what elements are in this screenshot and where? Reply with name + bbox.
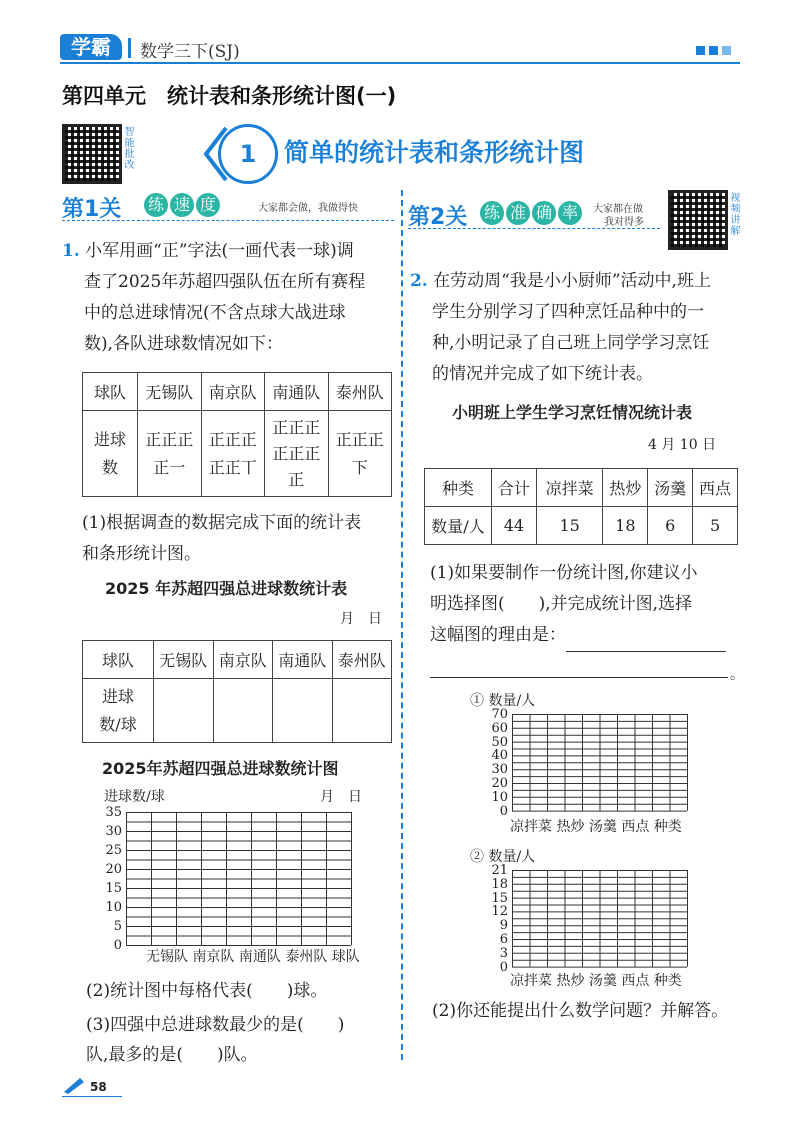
section1-label: 第1关 [62,197,122,222]
tally-cell [265,411,329,497]
table-header: 无锡队 [138,373,202,411]
lesson-number: 1 [218,124,278,184]
table-header: 泰州队 [332,641,392,679]
q1-line: 查了2025年苏超四强队伍在所有赛程 [84,272,366,292]
table-header: 种类 [425,469,492,507]
tick-label: 25 [105,843,122,858]
tick-label: 30 [105,824,122,839]
qr-label-video: 视频讲解 [728,192,739,236]
table-header: 汤羹 [648,469,693,507]
tick-label: 20 [105,862,122,877]
tick-label: 15 [105,881,122,896]
tally-cell [328,411,392,497]
q2-line: 学生分别学习了四种烹饪品种中的一 [432,302,704,322]
badge-char: 练 [480,201,504,225]
column-divider [401,190,403,1060]
tally-line: 正 [288,469,305,489]
tick-label: 30 [491,762,508,778]
tick-label: 35 [105,805,122,820]
tally-cell [201,411,265,497]
graph1-ylabel: 数量/人 [488,693,536,709]
table-header: 无锡队 [154,641,214,679]
header-divider [128,38,131,58]
table-cell: 44 [492,507,537,545]
q1-line: 数),各队进球数情况如下： [84,334,284,354]
table-header: 西点 [693,469,738,507]
q1-part1 [82,508,398,570]
q2-part2: (2)你还能提出什么数学问题？并解答。 [432,1001,729,1021]
q1-chart-title: 2025年苏超四强总进球数统计图 [102,759,339,778]
q1-part3-line1: (3)四强中总进球数最少的是( ) [86,1015,345,1035]
graph1-grid[interactable] [512,714,688,814]
tally-line: 下 [351,457,368,477]
tick-label: 0 [113,938,122,953]
tick-label: 18 [491,876,508,892]
tick-label: 60 [491,720,508,736]
tick-label: 10 [105,900,122,915]
q2-stat-table [424,468,738,545]
table-header: 球队 [83,641,154,679]
table-row-label: 数量/人 [425,507,492,545]
q1-number: 1. [62,241,80,261]
blank-stat-table [82,640,392,743]
tick-label: 20 [491,776,508,791]
tick-label: 15 [491,890,508,906]
badge-char: 速 [170,193,194,217]
q2-part1-line: 明选择图( ),并完成统计图,选择 [430,594,693,614]
tally-line: 正正正 [272,443,321,463]
answer-cell[interactable] [273,679,333,743]
q1-part1-line: 和条形统计图。 [82,544,201,564]
chart1-grid[interactable] [126,812,356,952]
tally-line: 正正正 [145,429,194,449]
header-square-icon [696,46,705,55]
q1-line-text: 小军用画“正”字法(一画代表一球)调 [85,241,354,261]
table-header: 南京队 [213,641,273,679]
tick-label: 0 [499,959,508,975]
header-square-icon [709,46,718,55]
row-label-line: 进球 [93,429,126,449]
q2-line: 种,小明记录了自己班上同学学习烹饪 [432,333,710,353]
tick-label: 0 [499,803,508,819]
q1-part3-line2: 队,最多的是( )队。 [86,1045,258,1065]
q2-part1-line: (1)如果要制作一份统计图,你建议小 [430,563,698,583]
q2-line-text: 在劳动周“我是小小厨师”活动中,班上 [433,271,711,291]
table-row-label [83,411,138,497]
section2-rule [408,228,660,229]
tick-label: 21 [491,863,508,878]
section2-tagline-1: 大家都在做 [593,204,643,215]
badge-char: 练 [144,193,168,217]
table-cell: 5 [693,507,738,545]
badge-char: 率 [558,201,582,225]
reason-blank[interactable] [566,620,726,652]
table-cell: 15 [536,507,603,545]
table-cell: 6 [648,507,693,545]
table-header: 凉拌菜 [536,469,603,507]
tick-label: 40 [491,748,508,764]
tick-label: 12 [491,904,508,920]
graph2-xaxis-labels: 凉拌菜 热炒 汤羹 西点 种类 [510,973,682,989]
q2-part1-end: 。 [730,667,744,683]
brand-logo: 学霸 [60,34,122,60]
section1-rule [62,220,394,221]
qr-code-icon[interactable] [62,124,122,184]
section2-badges [480,201,584,225]
q2-line [410,266,746,297]
qr-label-smart-grading: 智能批改 [122,126,133,170]
tick-label: 10 [491,789,508,805]
graph2-number: ② [470,849,484,865]
tick-label: 5 [113,919,122,934]
q1-text [62,236,396,360]
pencil-icon [62,1076,86,1094]
tally-cell [138,411,202,497]
row-label-line: 进球 [101,686,134,706]
q2-line: 的情况并完成了如下统计表。 [432,364,653,384]
q1-line [62,236,396,267]
table-cell: 18 [603,507,648,545]
chart1-xaxis-labels: 无锡队 南京队 南通队 泰州队 球队 [146,949,360,965]
header-square-icon [722,46,731,55]
graph1-number: ① [470,693,484,709]
qr-code-icon[interactable] [668,190,728,250]
tick-label: 9 [499,918,508,934]
page-number: 58 [90,1080,107,1094]
badge-char: 确 [532,201,556,225]
book-title: 数学三下(SJ) [140,42,240,62]
tally-line: 正正正 [208,429,257,449]
answer-cell[interactable] [213,679,273,743]
q1-table-date: 月 日 [340,611,382,627]
q1-chart-ylabel: 进球数/球 [104,789,165,805]
header-rule [60,62,740,64]
q2-text [410,266,746,390]
reason-blank-line[interactable] [430,676,728,678]
q2-number: 2. [410,271,428,291]
q1-chart-date: 月 日 [320,789,362,805]
section2-tagline-2: 我对得多 [604,217,644,228]
q1-table-title: 2025 年苏超四强总进球数统计表 [105,579,348,598]
badge-char: 度 [196,193,220,217]
tick-label: 3 [499,945,508,961]
q1-part1-line: (1)根据调查的数据完成下面的统计表 [82,513,362,533]
tally-line: 正一 [153,457,186,477]
badge-char: 准 [506,201,530,225]
footer-rule [62,1096,122,1097]
q2-table-title: 小明班上学生学习烹饪情况统计表 [452,403,693,422]
lesson-title: 简单的统计表和条形统计图 [284,138,585,167]
table-row-label [83,679,154,743]
q2-table-date: 4 月 10 日 [648,437,717,453]
q1-line: 中的总进球情况(不含点球大战进球 [84,303,346,323]
table-header: 南通队 [273,641,333,679]
table-header: 合计 [492,469,537,507]
answer-cell[interactable] [332,679,392,743]
row-label-line: 数/球 [99,714,137,734]
q2-part1 [430,558,750,652]
tick-label: 70 [491,707,508,722]
q1-part2: (2)统计图中每格代表( )球。 [86,981,328,1001]
graph2-grid[interactable] [512,870,688,970]
tick-label: 6 [499,932,508,947]
q2-part1-line [430,620,750,652]
unit-title: 第四单元 统计表和条形统计图(一) [62,84,397,108]
table-header: 南通队 [265,373,329,411]
table-header: 泰州队 [328,373,392,411]
table-header: 南京队 [201,373,265,411]
answer-cell[interactable] [154,679,214,743]
tally-line: 正正正 [335,429,384,449]
tally-line: 正正丅 [208,457,257,477]
tally-line: 正正正 [272,417,321,437]
graph1-xaxis-labels: 凉拌菜 热炒 汤羹 西点 种类 [510,819,682,835]
table-header: 热炒 [603,469,648,507]
graph2-ylabel: 数量/人 [488,849,536,865]
table-header: 球队 [83,373,138,411]
section1-tagline: 大家都会做，我做得快 [258,203,358,214]
tick-label: 50 [491,734,508,750]
q2-part1-line3-text: 这幅图的理由是： [430,625,566,645]
row-label-line: 数 [101,457,118,477]
section1-badges [144,193,222,217]
section2-label: 第2关 [408,205,468,230]
tally-table [82,372,392,497]
